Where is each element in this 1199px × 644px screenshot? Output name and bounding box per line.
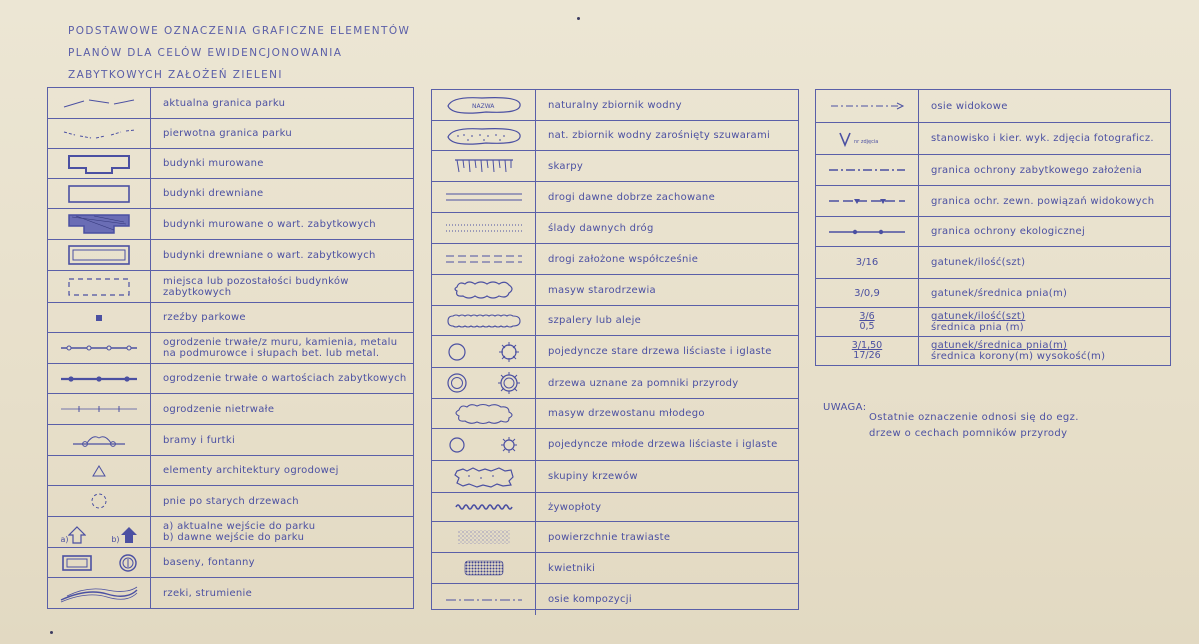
building-remains-icon bbox=[48, 271, 151, 302]
legend-label-line-2: średnica korony(m) wysokość(m) bbox=[931, 351, 1106, 362]
legend-label bbox=[919, 308, 1025, 336]
fraction-symbol bbox=[816, 337, 919, 365]
table-row bbox=[48, 240, 413, 271]
legend-label-line-1: ogrodzenie trwałe/z muru, kamienia, metalu bbox=[163, 337, 398, 348]
composition-axis-icon bbox=[432, 584, 536, 615]
table-row bbox=[48, 88, 413, 119]
entrance-tag-a: a) bbox=[60, 535, 69, 544]
table-row bbox=[432, 121, 798, 151]
table-row bbox=[816, 279, 1170, 308]
legend-label: żywopłoty bbox=[548, 501, 602, 513]
table-row bbox=[816, 123, 1170, 155]
table-row bbox=[48, 364, 413, 394]
note-heading: UWAGA: bbox=[823, 402, 867, 413]
title-line-1: PODSTAWOWE OZNACZENIA GRAFICZNE ELEMENTÓW bbox=[68, 25, 411, 37]
note-line-2: drzew o cechach pomników przyrody bbox=[869, 428, 1068, 439]
legend-label: szpalery lub aleje bbox=[548, 315, 642, 326]
legend-label: drogi założone współcześnie bbox=[548, 253, 699, 265]
table-row bbox=[432, 336, 798, 368]
table-row bbox=[48, 578, 413, 609]
table-row bbox=[816, 337, 1170, 365]
table-row bbox=[432, 584, 798, 615]
young-tree-icon bbox=[432, 429, 536, 460]
young-stand-icon bbox=[432, 399, 536, 428]
table-row bbox=[816, 308, 1170, 337]
legend-label bbox=[151, 333, 397, 363]
photo-station-icon bbox=[816, 123, 919, 154]
legend-label: masyw starodrzewia bbox=[548, 284, 656, 296]
legend-table-right bbox=[815, 89, 1171, 366]
monument-conifer-icon bbox=[496, 370, 522, 396]
historic-fence-icon bbox=[48, 364, 151, 393]
legend-label: drogi dawne dobrze zachowane bbox=[548, 191, 716, 203]
table-row bbox=[48, 209, 413, 240]
table-row bbox=[432, 244, 798, 275]
fraction-symbol: 3/0,9 bbox=[816, 279, 919, 307]
lawn-icon bbox=[432, 522, 536, 552]
fraction-denominator: 17/26 bbox=[853, 350, 881, 361]
legend-label: aktualna granica parku bbox=[163, 97, 286, 109]
original-park-boundary-icon bbox=[48, 119, 151, 148]
table-row bbox=[816, 217, 1170, 247]
legend-label: masyw drzewostanu młodego bbox=[548, 408, 705, 419]
legend-label: ogrodzenie nietrwałe bbox=[163, 403, 275, 415]
triangle-icon bbox=[48, 456, 151, 485]
title-line-2: PLANÓW DLA CELÓW EWIDENCJONOWANIA bbox=[68, 47, 343, 59]
paper-speck bbox=[50, 631, 53, 634]
old-road-icon bbox=[432, 182, 536, 212]
legend-label-line-1: a) aktualne wejście do parku bbox=[163, 521, 316, 532]
sculpture-icon bbox=[48, 303, 151, 332]
legend-label: osie widokowe bbox=[931, 100, 1008, 112]
young-conifer-icon bbox=[498, 434, 520, 456]
legend-table-middle bbox=[431, 89, 799, 610]
legend-label: budynki drewniane bbox=[163, 188, 264, 199]
legend-label: nat. zbiornik wodny zarośnięty szuwarami bbox=[548, 130, 771, 141]
table-row bbox=[48, 425, 413, 456]
table-row bbox=[432, 213, 798, 244]
young-deciduous-icon bbox=[447, 435, 467, 455]
natural-pond-icon bbox=[432, 90, 536, 120]
photo-number-text: nr zdjęcia bbox=[854, 138, 879, 145]
legend-label-line-2: średnica pnia (m) bbox=[931, 322, 1024, 333]
table-row bbox=[432, 553, 798, 584]
legend-label: budynki drewniane o wart. zabytkowych bbox=[163, 249, 376, 261]
title-line-3: ZABYTKOWYCH ZAŁOŻEŃ ZIELENI bbox=[68, 69, 283, 81]
monument-deciduous-icon bbox=[445, 371, 469, 395]
table-row bbox=[816, 186, 1170, 217]
heritage-protection-boundary-icon bbox=[816, 155, 919, 185]
old-stand-icon bbox=[432, 275, 536, 305]
pool-fountain-icon bbox=[48, 548, 151, 577]
table-row bbox=[816, 90, 1170, 123]
table-row bbox=[432, 461, 798, 493]
fraction-numerator: 3/6 bbox=[859, 311, 875, 322]
table-row bbox=[432, 368, 798, 399]
pond-name-text: NAZWA bbox=[471, 103, 494, 110]
table-row bbox=[48, 119, 413, 149]
fraction-symbol: 3/16 bbox=[816, 247, 919, 278]
note-block bbox=[823, 400, 1079, 442]
current-park-boundary-icon bbox=[48, 88, 151, 118]
table-row bbox=[432, 275, 798, 306]
legend-label: rzeźby parkowe bbox=[163, 312, 246, 323]
legend-table-left bbox=[47, 87, 414, 609]
ecological-boundary-icon bbox=[816, 217, 919, 246]
legend-label: osie kompozycji bbox=[548, 594, 632, 605]
road-traces-icon bbox=[432, 213, 536, 243]
historic-brick-building-icon bbox=[48, 209, 151, 239]
legend-label: pojedyncze młode drzewa liściaste i iglaste bbox=[548, 439, 778, 450]
wooden-building-icon bbox=[48, 179, 151, 208]
table-row bbox=[48, 303, 413, 333]
legend-label: drzewa uznane za pomniki przyrody bbox=[548, 377, 739, 389]
view-connection-boundary-icon bbox=[816, 186, 919, 216]
legend-label: ogrodzenie trwałe o wartościach zabytkowych bbox=[163, 373, 407, 384]
monument-tree-icon bbox=[432, 368, 536, 398]
legend-label-line-2: b) dawne wejście do parku bbox=[163, 532, 305, 543]
legend-label-line-1: miejsca lub pozostałości budynków bbox=[163, 275, 349, 287]
historic-wooden-building-icon bbox=[48, 240, 151, 270]
document-title bbox=[68, 20, 410, 86]
flowerbed-icon bbox=[432, 553, 536, 583]
fraction-denominator: 0,5 bbox=[859, 321, 875, 332]
table-row bbox=[432, 493, 798, 522]
legend-label bbox=[151, 271, 349, 302]
alley-icon bbox=[432, 306, 536, 335]
legend-label: powierzchnie trawiaste bbox=[548, 531, 671, 543]
legend-label: kwietniki bbox=[548, 562, 596, 574]
legend-label: gatunek/średnica pnia(m) bbox=[931, 287, 1068, 299]
old-tree-icon bbox=[432, 336, 536, 367]
legend-label: stanowisko i kier. wyk. zdjęcia fotograficz. bbox=[931, 133, 1154, 144]
table-row bbox=[432, 306, 798, 336]
brick-building-icon bbox=[48, 149, 151, 178]
view-axis-icon bbox=[816, 90, 919, 122]
legend-label: granica ochr. zewn. powiązań widokowych bbox=[931, 195, 1155, 207]
new-road-icon bbox=[432, 244, 536, 274]
legend-label: granica ochrony zabytkowego założenia bbox=[931, 164, 1143, 176]
fountain-icon bbox=[118, 553, 138, 573]
legend-label: skarpy bbox=[548, 160, 584, 172]
river-icon bbox=[48, 578, 151, 609]
table-row bbox=[48, 456, 413, 486]
table-row bbox=[432, 399, 798, 429]
table-row bbox=[816, 247, 1170, 279]
note-line-1: Ostatnie oznaczenie odnosi się do egz. bbox=[869, 412, 1079, 423]
temporary-fence-icon bbox=[48, 394, 151, 424]
table-row bbox=[48, 333, 413, 364]
stump-icon bbox=[48, 486, 151, 516]
legend-label bbox=[151, 517, 315, 547]
legend-label: skupiny krzewów bbox=[548, 471, 638, 482]
table-row bbox=[48, 394, 413, 425]
legend-label: ślady dawnych dróg bbox=[548, 222, 654, 234]
table-row bbox=[48, 548, 413, 578]
table-row bbox=[432, 429, 798, 461]
legend-label: bramy i furtki bbox=[163, 434, 236, 446]
permanent-fence-icon bbox=[48, 333, 151, 363]
fraction-numerator: 3/1,50 bbox=[851, 340, 883, 351]
slope-icon bbox=[432, 151, 536, 181]
legend-label: baseny, fontanny bbox=[163, 557, 255, 568]
legend-label: rzeki, strumienie bbox=[163, 588, 253, 599]
current-entrance-icon bbox=[60, 526, 86, 544]
shrub-group-icon bbox=[432, 461, 536, 492]
legend-label bbox=[919, 337, 1105, 365]
table-row bbox=[432, 90, 798, 121]
legend-label: budynki murowane o wart. zabytkowych bbox=[163, 218, 376, 230]
legend-label: pojedyncze stare drzewa liściaste i iglaste bbox=[548, 346, 772, 357]
table-row bbox=[48, 517, 413, 548]
legend-label-line-1: gatunek/średnica pnia(m) bbox=[931, 340, 1068, 351]
table-row bbox=[816, 155, 1170, 186]
legend-label: budynki murowane bbox=[163, 158, 264, 169]
table-row bbox=[48, 271, 413, 303]
legend-label-line-2: na podmurowce i słupach bet. lub metal. bbox=[163, 348, 380, 359]
table-row bbox=[432, 522, 798, 553]
table-row bbox=[48, 179, 413, 209]
fraction-symbol bbox=[816, 308, 919, 336]
legend-label-line-2: zabytkowych bbox=[163, 286, 232, 298]
park-entrance-icon bbox=[48, 517, 151, 547]
legend-label: pnie po starych drzewach bbox=[163, 495, 299, 507]
legend-label: pierwotna granica parku bbox=[163, 128, 293, 139]
table-row bbox=[432, 151, 798, 182]
hedge-icon bbox=[432, 493, 536, 521]
legend-label: gatunek/ilość(szt) bbox=[931, 257, 1026, 268]
legend-label: granica ochrony ekologicznej bbox=[931, 226, 1086, 237]
pool-icon bbox=[61, 554, 93, 572]
table-row bbox=[48, 486, 413, 517]
deciduous-tree-icon bbox=[446, 341, 468, 363]
table-row bbox=[432, 182, 798, 213]
former-entrance-icon bbox=[111, 526, 137, 544]
reedy-pond-icon bbox=[432, 121, 536, 150]
table-row bbox=[48, 149, 413, 179]
legend-label: elementy architektury ogrodowej bbox=[163, 465, 339, 476]
legend-label-line-1: gatunek/ilość(szt) bbox=[931, 311, 1026, 322]
legend-label: naturalny zbiornik wodny bbox=[548, 99, 682, 111]
entrance-tag-b: b) bbox=[111, 535, 120, 544]
conifer-tree-icon bbox=[497, 340, 521, 364]
paper-speck bbox=[577, 17, 580, 20]
gate-icon bbox=[48, 425, 151, 455]
